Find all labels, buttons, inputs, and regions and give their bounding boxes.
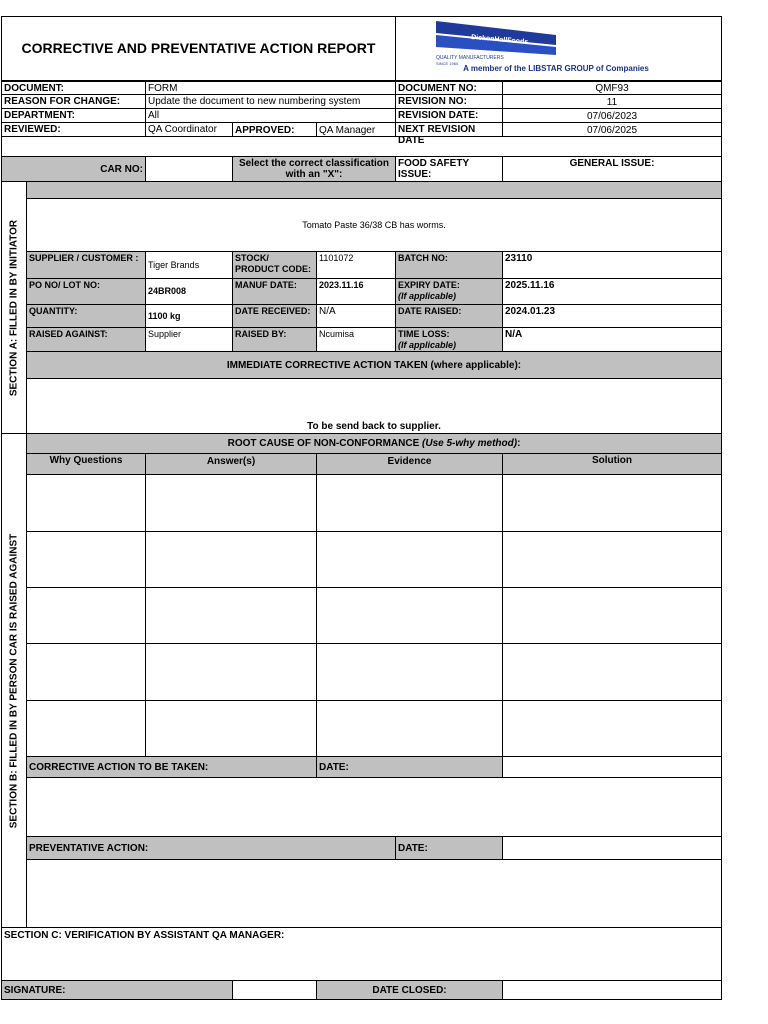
- next-revision-label: NEXT REVISION DATE: [395, 122, 503, 137]
- preventative-action-field[interactable]: [26, 859, 722, 928]
- quantity-label: QUANTITY:: [26, 304, 146, 328]
- doc-no-value: QMF93: [502, 81, 722, 95]
- col-why-questions: Why Questions: [26, 453, 146, 475]
- supplier-label: SUPPLIER / CUSTOMER :: [26, 251, 146, 279]
- date-raised-label: DATE RAISED:: [395, 304, 503, 328]
- date-closed-label: DATE CLOSED:: [316, 980, 503, 1000]
- car-no-label: CAR NO:: [1, 156, 146, 182]
- revision-no-label: REVISION NO:: [395, 94, 503, 109]
- solution-cell[interactable]: [502, 531, 722, 588]
- classification-instruction: Select the correct classification with an "X":: [232, 156, 396, 182]
- answer-cell[interactable]: [145, 474, 317, 532]
- time-loss-label: [395, 327, 503, 352]
- evidence-cell[interactable]: [316, 531, 503, 588]
- signature-label: SIGNATURE:: [1, 980, 233, 1000]
- expiry-sub-text: (If applicable): [398, 291, 457, 301]
- report-title: CORRECTIVE AND PREVENTATIVE ACTION REPORT: [1, 16, 396, 81]
- date-received-label: DATE RECEIVED:: [232, 304, 317, 328]
- spacer-row: [1, 136, 722, 157]
- col-answers: Answer(s): [145, 453, 317, 475]
- reviewed-label: REVIEWED:: [1, 122, 146, 137]
- evidence-cell[interactable]: [316, 474, 503, 532]
- supplier-value[interactable]: Tiger Brands: [145, 251, 233, 279]
- corrective-date-label: DATE:: [316, 756, 503, 778]
- corrective-date-field[interactable]: [502, 756, 722, 778]
- immediate-action-header: IMMEDIATE CORRECTIVE ACTION TAKEN (where applicable):: [26, 351, 722, 379]
- time-loss-sub-text: (If applicable): [398, 340, 457, 350]
- col-evidence: Evidence: [316, 453, 503, 475]
- approved-value: QA Manager: [316, 122, 396, 137]
- preventative-date-label: DATE:: [395, 836, 503, 860]
- evidence-cell[interactable]: [316, 643, 503, 701]
- expiry-date-value[interactable]: 2025.11.16: [502, 278, 722, 305]
- corrective-action-field[interactable]: [26, 777, 722, 837]
- expiry-date-label: [395, 278, 503, 305]
- why-cell[interactable]: [26, 700, 146, 757]
- answer-cell[interactable]: [145, 700, 317, 757]
- root-cause-colon: :: [517, 438, 521, 449]
- section-c-verification[interactable]: SECTION C: VERIFICATION BY ASSISTANT QA MANAGER:: [1, 927, 722, 981]
- evidence-cell[interactable]: [316, 700, 503, 757]
- answer-cell[interactable]: [145, 643, 317, 701]
- why-cell[interactable]: [26, 587, 146, 644]
- solution-cell[interactable]: [502, 700, 722, 757]
- answer-cell[interactable]: [145, 587, 317, 644]
- date-raised-value[interactable]: 2024.01.23: [502, 304, 722, 328]
- reviewed-value: QA Coordinator: [145, 122, 233, 137]
- document-label: DOCUMENT:: [1, 81, 146, 95]
- date-received-value[interactable]: N/A: [316, 304, 396, 328]
- food-safety-cell[interactable]: [395, 156, 503, 182]
- car-no-field[interactable]: [145, 156, 233, 182]
- raised-by-value[interactable]: Ncumisa: [316, 327, 396, 352]
- section-a-header-bar: [26, 181, 722, 199]
- document-value: FORM: [145, 81, 396, 95]
- logo-tagline: QUALITY MANUFACTURERS: [436, 55, 504, 61]
- logo-brand: DickonHallFoods: [470, 34, 529, 46]
- po-lot-value[interactable]: 24BR008: [145, 278, 233, 305]
- company-logo: [395, 16, 722, 81]
- root-cause-method: (Use 5-why method): [422, 438, 518, 449]
- batch-no-value[interactable]: 23110: [502, 251, 722, 279]
- section-b-side-label: SECTION B: FILLED IN BY PERSON CAR IS RAISED AGAINST: [1, 433, 27, 928]
- department-value: All: [145, 108, 396, 123]
- food-safety-label: FOOD SAFETY ISSUE:: [398, 158, 469, 180]
- time-loss-value[interactable]: N/A: [502, 327, 722, 352]
- revision-date-label: REVISION DATE:: [395, 108, 503, 123]
- next-revision-value: 07/06/2025: [502, 122, 722, 137]
- section-a-side-label: SECTION A: FILLED IN BY INITIATOR: [1, 181, 27, 434]
- root-cause-label: ROOT CAUSE OF NON-CONFORMANCE: [227, 438, 420, 449]
- doc-no-label: DOCUMENT NO:: [395, 81, 503, 95]
- revision-no-value: 11: [502, 94, 722, 109]
- quantity-value[interactable]: 1100 kg: [145, 304, 233, 328]
- evidence-cell[interactable]: [316, 587, 503, 644]
- why-cell[interactable]: [26, 531, 146, 588]
- solution-cell[interactable]: [502, 643, 722, 701]
- col-solution: Solution: [502, 453, 722, 475]
- po-lot-label: PO NO/ LOT NO:: [26, 278, 146, 305]
- problem-description[interactable]: Tomato Paste 36/38 CB has worms.: [26, 198, 722, 252]
- stock-code-value[interactable]: 1101072: [316, 251, 396, 279]
- expiry-label-text: EXPIRY DATE:: [398, 280, 460, 290]
- batch-no-label: BATCH NO:: [395, 251, 503, 279]
- signature-field[interactable]: [232, 980, 317, 1000]
- raised-by-label: RAISED BY:: [232, 327, 317, 352]
- preventative-action-label: PREVENTATIVE ACTION:: [26, 836, 396, 860]
- logo-member-line: A member of the LIBSTAR GROUP of Companies: [463, 64, 649, 73]
- root-cause-header: [26, 433, 722, 454]
- raised-against-value[interactable]: Supplier: [145, 327, 233, 352]
- why-cell[interactable]: [26, 474, 146, 532]
- stock-code-label: STOCK/ PRODUCT CODE:: [232, 251, 317, 279]
- revision-date-value: 07/06/2023: [502, 108, 722, 123]
- raised-against-label: RAISED AGAINST:: [26, 327, 146, 352]
- manuf-date-label: MANUF DATE:: [232, 278, 317, 305]
- preventative-date-field[interactable]: [502, 836, 722, 860]
- corrective-action-label: CORRECTIVE ACTION TO BE TAKEN:: [26, 756, 317, 778]
- manuf-date-value[interactable]: 2023.11.16: [316, 278, 396, 305]
- why-cell[interactable]: [26, 643, 146, 701]
- immediate-action-value[interactable]: To be send back to supplier.: [26, 378, 722, 434]
- solution-cell[interactable]: [502, 587, 722, 644]
- department-label: DEPARTMENT:: [1, 108, 146, 123]
- reason-value: Update the document to new numbering system: [145, 94, 396, 109]
- date-closed-field[interactable]: [502, 980, 722, 1000]
- reason-label: REASON FOR CHANGE:: [1, 94, 146, 109]
- approved-label: APPROVED:: [232, 122, 317, 137]
- time-loss-label-text: TIME LOSS:: [398, 329, 450, 339]
- general-issue-cell[interactable]: GENERAL ISSUE:: [502, 156, 722, 182]
- answer-cell[interactable]: [145, 531, 317, 588]
- solution-cell[interactable]: [502, 474, 722, 532]
- logo-since: SINCE 1960: [436, 61, 459, 66]
